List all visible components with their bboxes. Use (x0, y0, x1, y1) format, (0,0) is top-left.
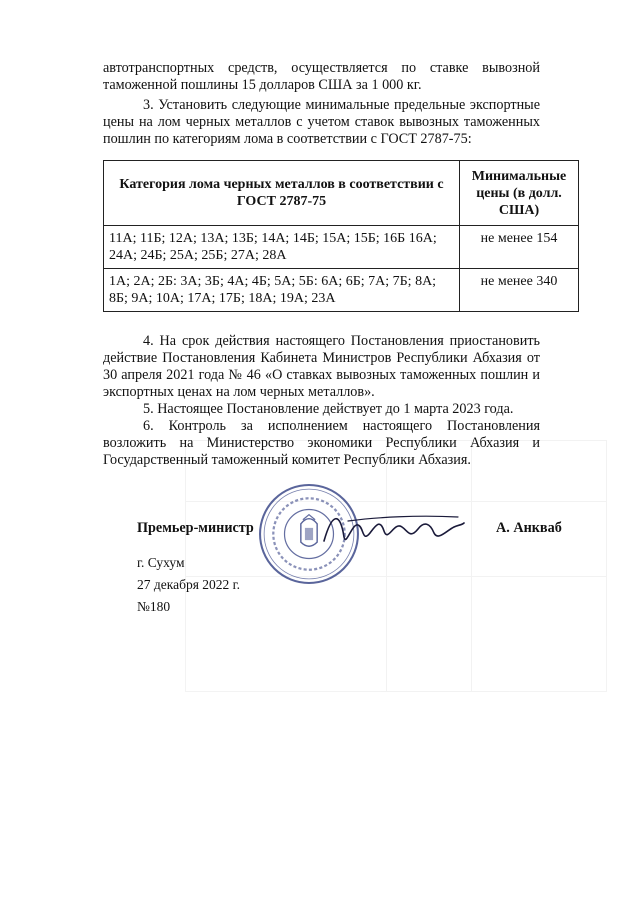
paragraph-5: 5. Настоящее Постановление действует до 1 марта 2023 года. (143, 401, 514, 417)
signature-icon (318, 503, 468, 555)
document-number: №180 (137, 599, 171, 614)
row-2-price: не менее 340 (460, 269, 579, 312)
row-2-category: 1А; 2А; 2Б: 3А; 3Б; 4А; 4Б; 5А; 5Б: 6А; 6Б; 7А; 7Б; 8А; 8Б; 9А; 10А; 17А; 17Б; 18А; 19А; 23А (104, 269, 460, 312)
bleed-through-table (185, 440, 607, 692)
paragraph-2-end: автотранспортных средств, осуществляется по ставке вывозной таможенной пошлины 15 долларов США за 1 000 кг. (103, 60, 540, 93)
paragraphs-4-6 (103, 333, 540, 469)
paragraph-3-block (103, 97, 540, 148)
paragraph-continuation (103, 60, 540, 94)
paragraph-4: 4. На срок действия настоящего Постановления приостановить действие Постановления Кабинета Министров Республики Абхазия от 30 апреля 2021 года № 46 «О ставках вывозных таможенных пошлин и экспортных ценах на лом черных металлов». (103, 333, 540, 400)
table-row (104, 269, 579, 312)
paragraph-6: 6. Контроль за исполнением настоящего Постановления возложить на Министерство экономики Республики Абхазия и Государственный таможенный комитет Республики Абхазия. (103, 418, 540, 468)
signer-name: А. Анкваб (496, 520, 562, 536)
paragraph-3: 3. Установить следующие минимальные предельные экспортные цены на лом черных металлов с учетом ставок вывозных таможенных пошлин по категориям лома в соответствии с ГОСТ 2787-75: (103, 97, 540, 147)
table-row (104, 226, 579, 269)
document-city: г. Сухум (137, 555, 185, 570)
row-1-category: 11А; 11Б; 12А; 13А; 13Б; 14А; 14Б; 15А; 15Б; 16Б 16А; 24А; 24Б; 25А; 25Б; 27А; 28А (104, 226, 460, 269)
signer-title: Премьер-министр (137, 520, 254, 536)
row-1-price: не менее 154 (460, 226, 579, 269)
scrap-price-table (103, 160, 579, 312)
header-category: Категория лома черных металлов в соответствии с ГОСТ 2787-75 (104, 161, 460, 226)
document-date: 27 декабря 2022 г. (137, 577, 241, 592)
header-price: Минимальные цены (в долл. США) (460, 161, 579, 226)
table-header-row (104, 161, 579, 226)
